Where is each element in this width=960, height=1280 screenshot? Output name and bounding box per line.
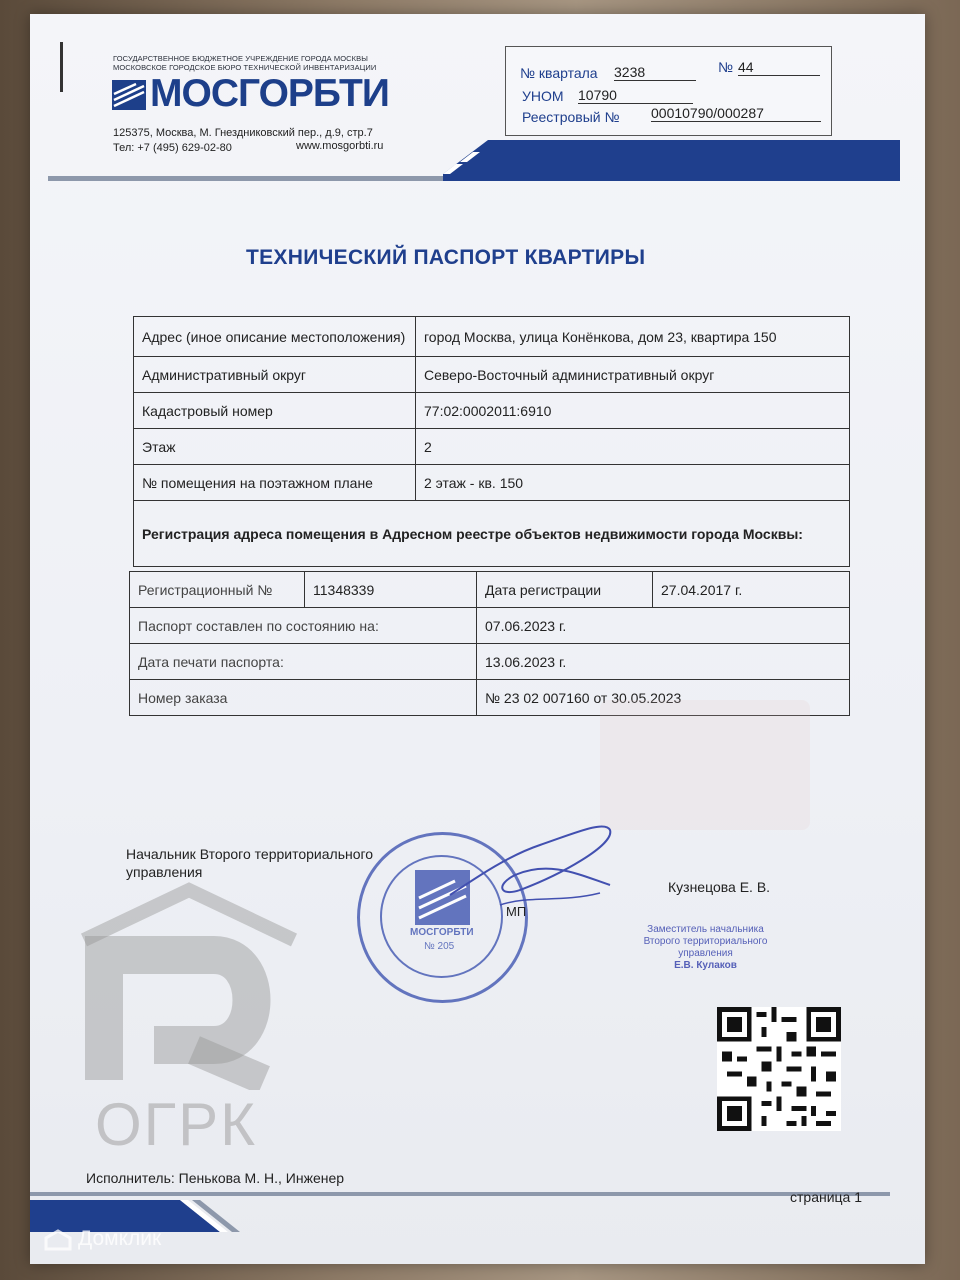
number-value: 44 xyxy=(738,59,820,76)
org-phone: Тел: +7 (495) 629-02-80 xyxy=(113,142,232,154)
unom-label: УНОМ xyxy=(522,88,564,104)
table-row xyxy=(134,465,850,501)
reg-number-label: Регистрационный № xyxy=(130,572,305,608)
print-value: 13.06.2023 г. xyxy=(477,644,850,680)
order-label: Номер заказа xyxy=(130,680,477,716)
header-stripe xyxy=(48,140,900,184)
signatory-name: Кузнецова Е. В. xyxy=(668,879,771,895)
faded-stamp-ghost xyxy=(600,700,810,830)
print-label: Дата печати паспорта: xyxy=(130,644,477,680)
reg-date-label: Дата регистрации xyxy=(477,572,653,608)
domclick-logo-icon xyxy=(42,1229,74,1251)
row-value: 77:02:0002011:6910 xyxy=(416,393,850,429)
logo-text: МОСГОРБТИ xyxy=(150,72,389,115)
registration-heading: Регистрация адреса помещения в Адресном реестре объектов недвижимости города Москвы: xyxy=(134,501,850,567)
row-label: Адрес (иное описание местоположения) xyxy=(134,317,416,357)
row-value: Северо-Восточный административный округ xyxy=(416,357,850,393)
order-value: № 23 02 007160 от 30.05.2023 xyxy=(477,680,850,716)
row-label: Этаж xyxy=(134,429,416,465)
row-value: город Москва, улица Конёнкова, дом 23, квартира 150 xyxy=(416,317,850,357)
stamp-place-label: МП xyxy=(506,904,527,919)
stamp-number: № 205 xyxy=(424,941,455,952)
signatory-position: Начальник Второго территориального управления xyxy=(126,846,374,880)
table-row xyxy=(134,429,850,465)
quarter-value: 3238 xyxy=(614,64,696,81)
deputy-stamp xyxy=(618,924,793,972)
deputy-line3: управления xyxy=(678,948,733,959)
document-title: ТЕХНИЧЕСКИЙ ПАСПОРТ КВАРТИРЫ xyxy=(246,246,646,269)
table-row xyxy=(134,393,850,429)
executor: Исполнитель: Пенькова М. Н., Инженер xyxy=(86,1170,345,1186)
table-row xyxy=(134,317,850,357)
qr-code-icon xyxy=(717,1007,841,1131)
margin-mark xyxy=(60,42,63,92)
quarter-label: № квартала xyxy=(520,65,598,81)
table-row xyxy=(134,501,850,567)
row-label: № помещения на поэтажном плане xyxy=(134,465,416,501)
registry-box xyxy=(505,46,832,136)
table-row xyxy=(130,608,850,644)
state-label: Паспорт составлен по состоянию на: xyxy=(130,608,477,644)
handwritten-signature xyxy=(440,815,620,925)
ogrk-watermark-icon xyxy=(64,880,314,1090)
registration-table xyxy=(129,571,850,716)
reestr-label: Реестровый № xyxy=(522,109,620,125)
unom-value: 10790 xyxy=(578,87,693,104)
org-address: 125375, Москва, М. Гнездниковский пер., д.9, стр.7 xyxy=(113,127,373,139)
number-label: № xyxy=(718,59,734,75)
property-info-table xyxy=(133,316,850,567)
table-row xyxy=(130,644,850,680)
mosgorbti-logo-icon xyxy=(112,80,146,110)
deputy-name: Е.В. Кулаков xyxy=(674,960,737,971)
domclick-watermark-text: Домклик xyxy=(78,1227,162,1250)
table-row xyxy=(130,572,850,608)
org-name-line2: МОСКОВСКОЕ ГОРОДСКОЕ БЮРО ТЕХНИЧЕСКОЙ ИНВЕНТАРИЗАЦИИ xyxy=(113,63,377,72)
row-value: 2 xyxy=(416,429,850,465)
table-row xyxy=(134,357,850,393)
reestr-value: 00010790/000287 xyxy=(651,105,821,122)
deputy-line1: Заместитель начальника xyxy=(647,924,764,935)
reg-number-value: 11348339 xyxy=(305,572,477,608)
row-label: Административный округ xyxy=(134,357,416,393)
ogrk-watermark-text: ОГРК xyxy=(95,1091,258,1158)
state-value: 07.06.2023 г. xyxy=(477,608,850,644)
page-number: страница 1 xyxy=(790,1189,863,1205)
org-website: www.mosgorbti.ru xyxy=(296,140,384,152)
org-name-line1: ГОСУДАРСТВЕННОЕ БЮДЖЕТНОЕ УЧРЕЖДЕНИЕ ГОРОДА МОСКВЫ xyxy=(113,54,368,63)
row-value: 2 этаж - кв. 150 xyxy=(416,465,850,501)
reg-date-value: 27.04.2017 г. xyxy=(653,572,850,608)
deputy-line2: Второго территориального xyxy=(643,936,768,947)
stamp-logo-text: МОСГОРБТИ xyxy=(410,927,474,938)
row-label: Кадастровый номер xyxy=(134,393,416,429)
